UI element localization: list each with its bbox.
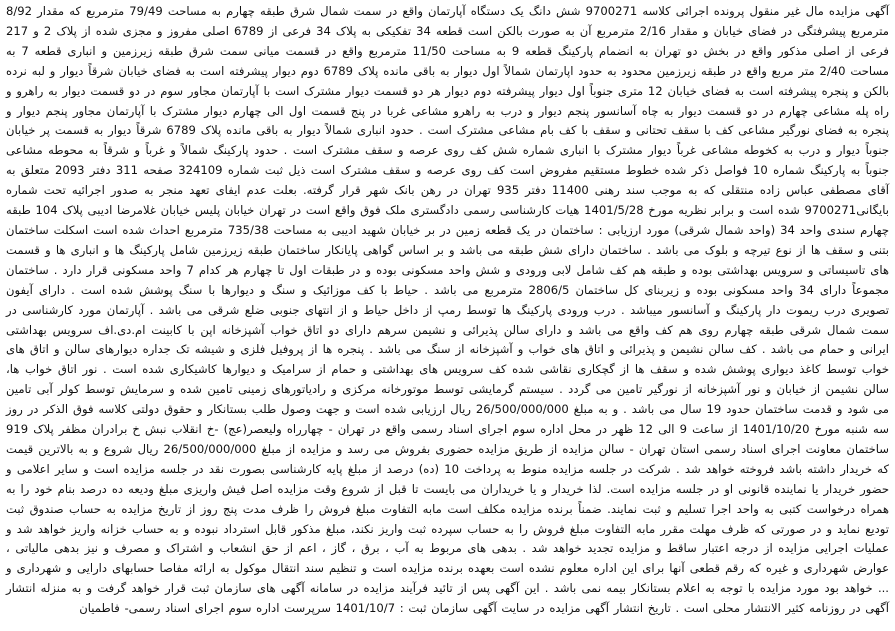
- auction-notice-text: آگهی مزایده مال غیر منقول پرونده اجرائی کلاسه 9700271 شش دانگ یک دستگاه آپارتمان واقع در سمت شمال شرق طبقه چهارم به مساحت 79/49 مترمربع که مقدار 8/92 مترمربع پیشرفتگی در فضای خیابان و مقدار 2/16 مترمربع آن به صورت بالکن است قطعه 34 تفکیکی به پلاک 34 فرعی از 6789 اصلی مفروز و مجزی شده از پلاک 2 و 217 فرعی از اصلی مذکور واقع در بخش دو تهران به انضمام پارکینگ قطعه 9 به مساحت 11/50 مترمربع واقع در قسمت میانی سمت شرق طبقه زیرزمین و انباری قطعه 7 به مساحت 2/40 متر مربع واقع در طبقه زیرزمین محدود به حدود اپارتمان شمالاً اول دیوار به باقی مانده پلاک 6789 دوم دیوار پیشرفته است به فضای خیابان شرقاً دیوار و لبه نرده بالکن و پنجره پیشرفته است به فضای خیابان 12 متری جنوباً اول دیوار پیشرفته دوم دیوار هر دو قسمت دیوار مشترک است با آپارتمان مجاور سوم در دو قسمت دیوار به راهرو و راه پله مشاعی چهارم در دو قسمت دیوار به چاه آسانسور پنجم دیوار و درب به راهرو مشاعی غربا در پنج قسمت اول الی چهارم دیوار مشترک با آپارتمان مجاور پنجم دیوار و پنجره به فضای نورگیر مشاعی کف با سقف تحتانی و سقف با کف بام مشاعی مشترک است . حدود انباری شمالاً دیوار به باقی مانده پلاک 6789 شرقاً دیوار به قسمت پر خیابان جنوباً دیوار و درب به کخوطه مشاعی غرباً دیوار مشترک با انباری شماره شش کف روی عرصه و سقف مشترک است . حدود پارکینگ شمالاً و غرباً و شرقاً به محوطه مشاعی جنوباً به پارکینگ شماره 10 فواصل ذکر شده خطوط مستقیم مفروض است کف روی عرصه و سقف مشترک است ذیل ثبت شماره 324109 صفحه 311 دفتر 2093 متعلق به آقای مصطفی عباس زاده منتقلی که به موجب سند رهنی 11400 دفتر 935 تهران در رهن بانک شهر قرار گرفته. بعلت عدم ایفای تعهد منجر به صدور اجرائیه تحت شماره بایگانی9700271 شده است و برابر نظریه مورخ 1401/5/28 هیات کارشناسی رسمی دادگستری ملک فوق واقع است در تهران خیابان پلیس خیابان غلامرضا ادیبی پلاک 104 طبقه چهارم سندی واحد 34 (واحد شمال شرقی) مورد ارزیابی : ساختمان در یک قطعه زمین در بر خیابان شهید ادیبی به مساحت 735/38 مترمربع احداث شده است اسکلت ساختمان بتنی و سقف ها از نوع تیرچه و بلوک می باشد . ساختمان دارای شش طبقه می باشد و بر اساس گواهی پایانکار ساختمان طبقه زیرزمین شامل پارکینگ ها و انباری ها و قسمت های تاسیساتی و سرویس بهداشتی بوده و طبقه هم کف شامل لابی ورودی و شش واحد مسکونی بوده و در طبقات اول تا چهارم هر کدام 7 واحد مسکونی قرار دارد . ساختمان مجموعاً دارای 34 واحد مسکونی بوده و زیربنای کل ساختمان 2806/5 مترمربع می باشد . حیاط با کف موزائیک و سنگ و دیوارها با سنگ پوشش شده است . دارای آیفون تصویری درب ریموت دار پارکینگ و آسانسور میباشد . درب ورودی پارکینگ ها توسط رمپ از داخل حیاط و از انتهای جنوبی ضلع شرقی می باشد . آپارتمان مورد کارشناسی در سمت شمال شرقی طبقه چهارم روی هم کف واقع می باشد و دارای سالن پذیرائی و نشیمن سرهم دارای دو اتاق خواب آشپزخانه اپن با کابینت ام.دی.اف سرویس بهداشتی ایرانی و حمام می باشد . کف سالن نشیمن و پذیرائی و اتاق های خواب و آشپزخانه از سنگ می باشد . پنجره ها از پروفیل فلزی و شیشه تک جداره دیوارهای سالن و اتاق های خواب توسط کاغذ دیواری پوشش شده و سقف ها از گچکاری نقاشی شده کف سرویس های بهداشتی و حمام از سرامیک و دیوارها کاشیکاری شده است . نور اتاق خواب ها، سالن نشیمن از خیابان و نور آشپزخانه از نورگیر تامین می گردد . سیستم گرمایشی توسط موتورخانه مرکزی و رادیاتورهای زمینی تامین شده و سرمایش توسط کولر آبی تامین می شود و قدمت ساختمان حدود 19 سال می باشد . و به مبلغ 26/500/000/000 ریال ارزیابی شده است و جهت وصول طلب بستانکار و حقوق دولتی کلاسه فوق الذکر در روز سه شنبه مورخ 1401/10/20 از ساعت 9 الی 12 ظهر در محل اداره سوم اجرای اسناد رسمی واقع در تهران - چهارراه ولیعصر(عج) -خ انقلاب نبش خ برادران مظفر پلاک 919 ساختمان معاونت اجرای اسناد رسمی استان تهران - سالن مزایده از طریق مزایده حضوری بفروش می رسد و مزایده از مبلغ 26/500/000/000 ریال شروع و به بالاترین قیمت که خریدار داشته باشد فروخته خواهد شد . شرکت در جلسه مزایده منوط به پرداخت 10 (ده) درصد از مبلغ پایه کارشناسی بصورت نقد در جلسه مزایده است و سایر اعلامی و حضور خریدار یا نماینده قانونی او در جلسه مزایده است. لذا خریدار و یا خریداران می بایست تا قبل از شروع وقت مزایده اصل فیش واریزی مبلغ ودیعه ده درصد بنام خود را به همراه درخواست کتبی به واحد اجرا تسلیم و ثبت نمایند. ضمناً برنده مزایده مکلف است مابه التفاوت مبلغ فروش را ظرف مدت پنج روز از تاریخ مزایده به حساب صندوق ثبت تودیع نماید و در صورتی که ظرف مهلت مقرر مابه التفاوت مبلغ فروش را به حساب سپرده ثبت واریز نکند، مبلغ مذکور قابل استرداد نبوده و به حساب خزانه واریز خواهد شد و عملیات اجرایی مزایده از درجه اعتبار ساقط و مزایده تجدید خواهد شد . بدهی های مربوط به آب ، برق ، گاز ، اعم از حق انشعاب و اشتراک و مصرف و نیز بدهی مالیاتی ، عوارض شهرداری و غیره که رقم قطعی آنها برای این اداره معلوم نشده است بعهده برنده مزایده است و تنظیم سند انتقال موکول به ارائه مفاصا حسابهای دارایی و شهرداری و ... خواهد بود مورد مزایده با توجه به اعلام بستانکار بیمه نمی باشد . این آگهی پس از تائید فرآیند مزایده در سامانه آگهی های سازمان ثبت قرار خواهد گرفت و به منزله انتشار آگهی در روزنامه کثیر الانتشار محلی است . تاریخ انتشار آگهی مزایده در سایت آگهی سازمان ثبت : 1401/10/7 سرپرست اداره سوم اجرای اسناد رسمی- فاطمیان: [6, 4, 889, 616]
